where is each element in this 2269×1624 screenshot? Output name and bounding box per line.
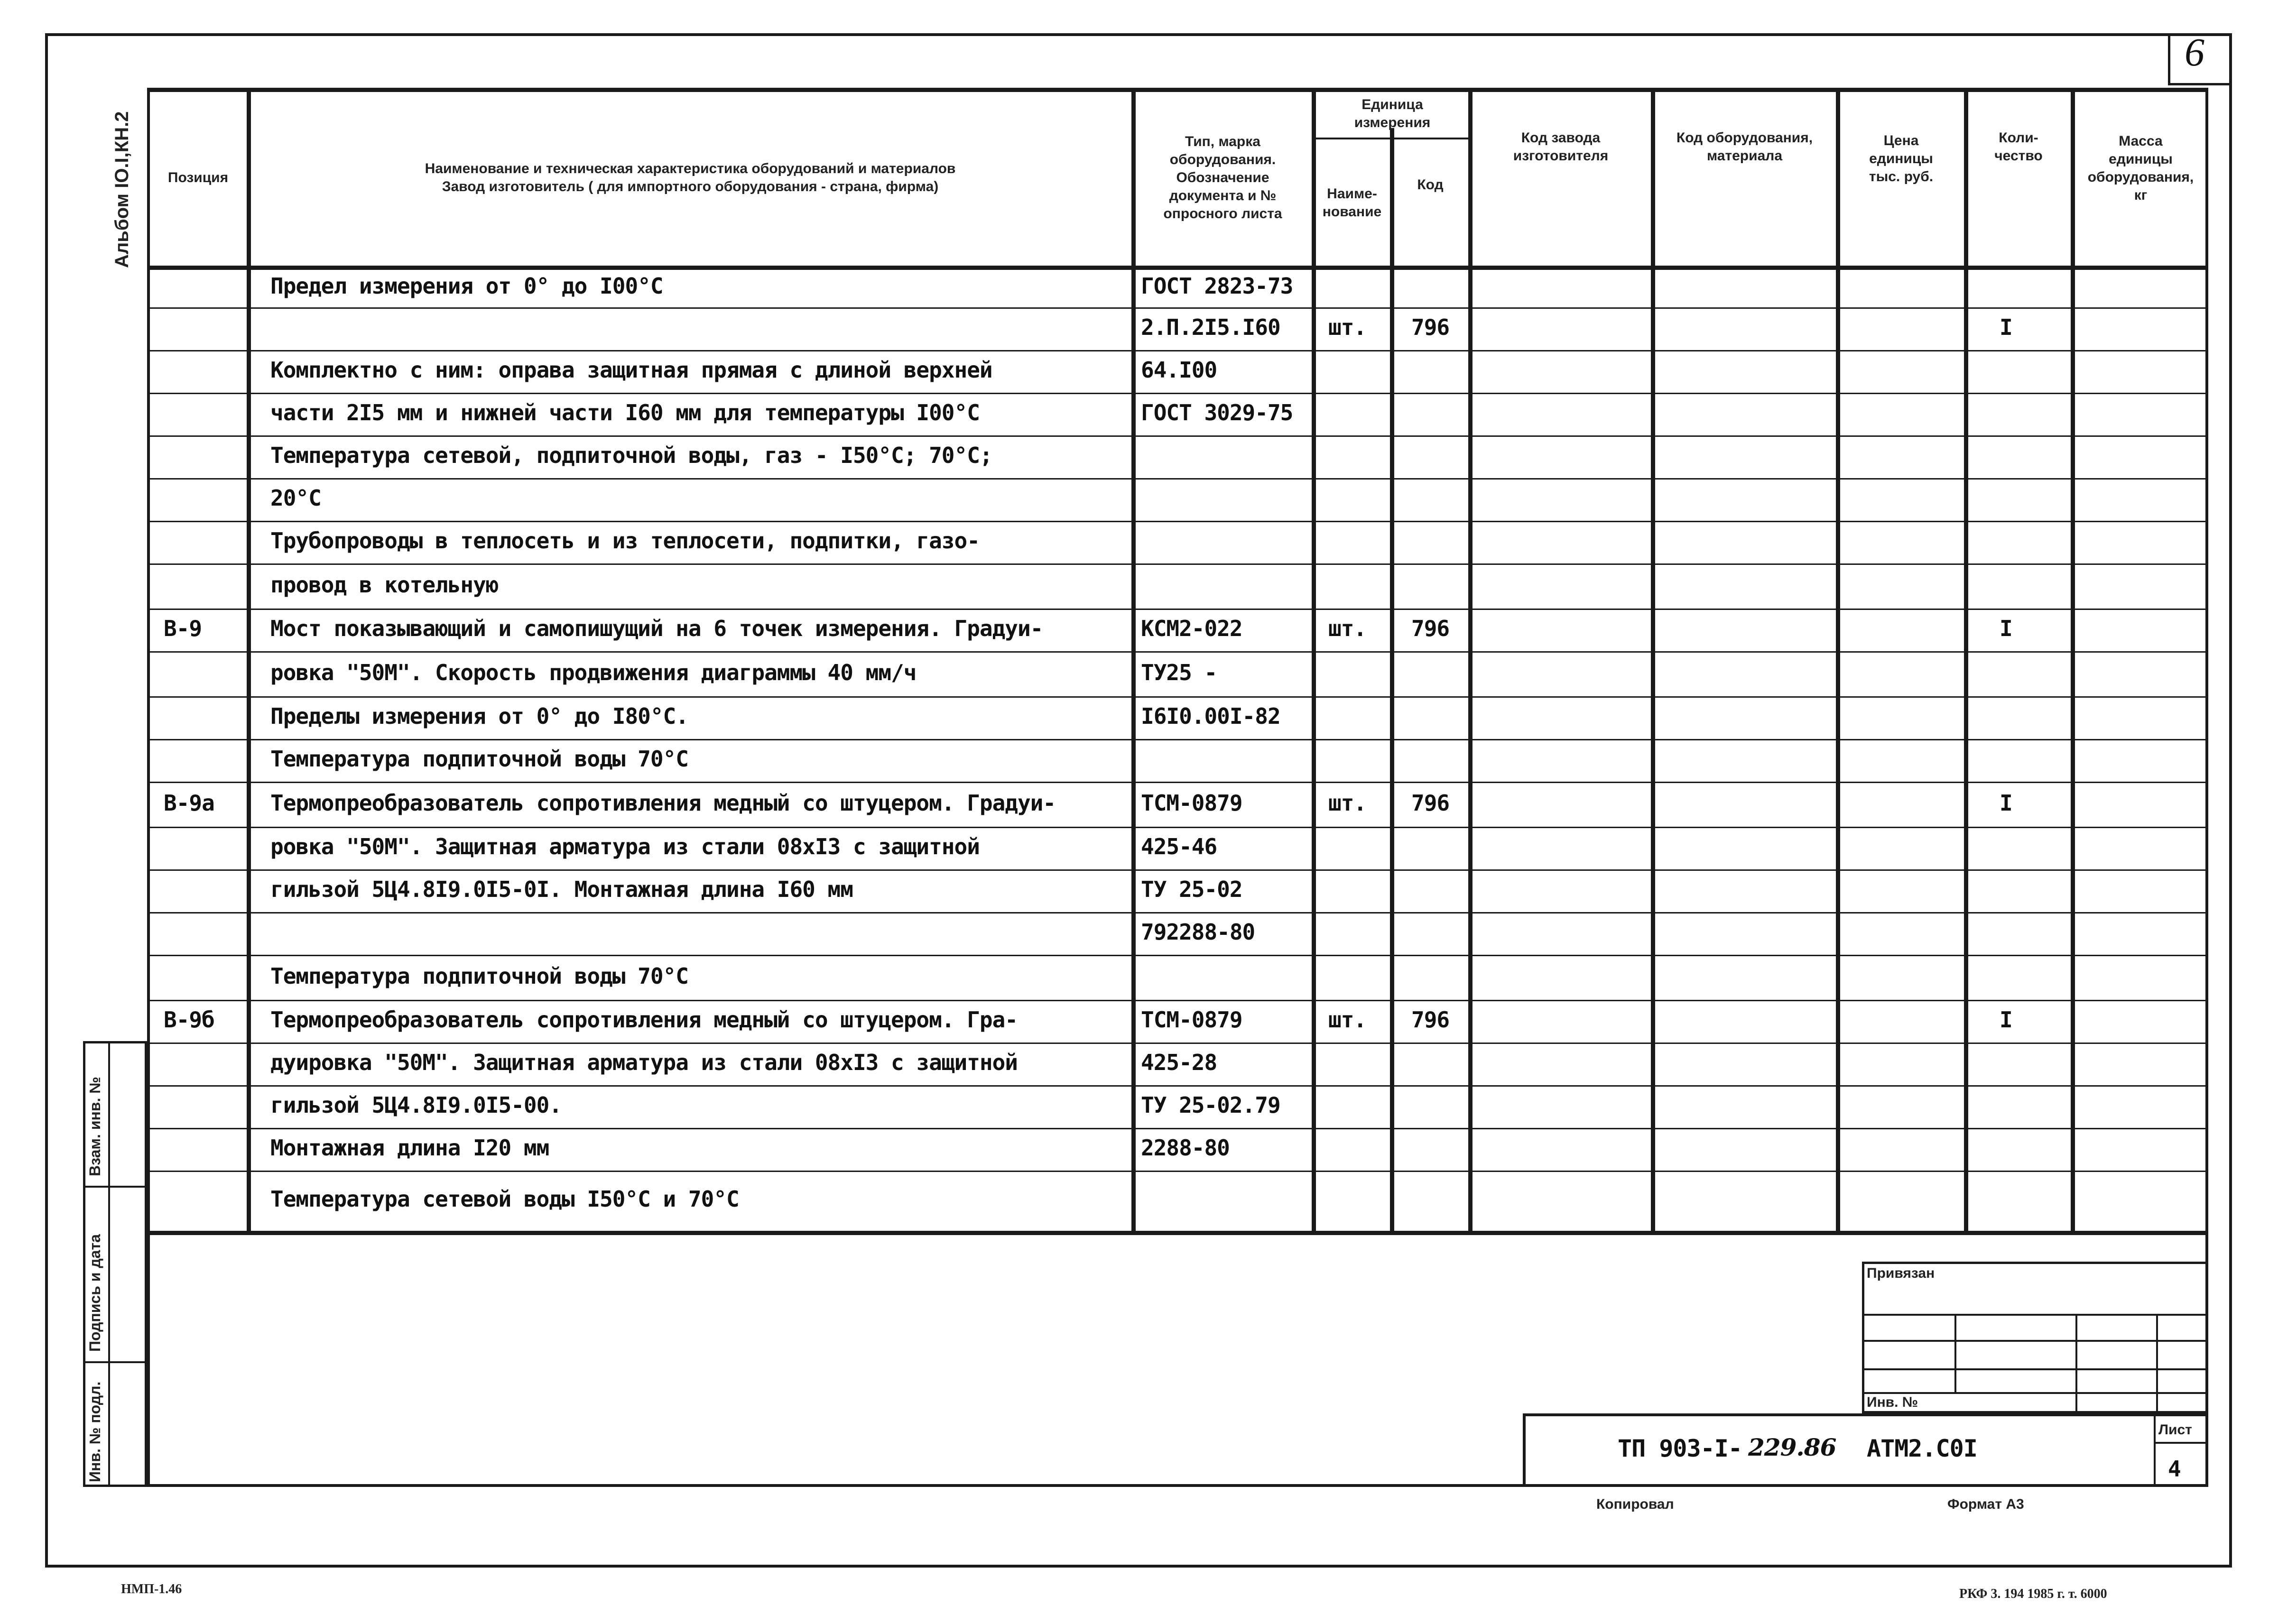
row-code: 796	[1411, 1007, 1450, 1033]
row-qty: I	[2000, 1007, 2012, 1033]
hdr-price: Цена единицы тыс. руб.	[1869, 133, 1934, 185]
row-separator	[147, 350, 2208, 351]
row-qty: I	[2000, 790, 2012, 816]
row-type: 792288-80	[1141, 919, 1255, 945]
title-block-list-line	[2154, 1442, 2208, 1444]
row-type: ТУ 25-02.79	[1141, 1092, 1280, 1118]
row-name: Температура подпиточной воды 70°С	[270, 963, 688, 989]
row-type: КСМ2-022	[1141, 616, 1242, 641]
hdr-name: Наименование и техническая характеристика оборудований и материалов Завод изготовитель ( для импортного оборудования - страна, фирма)	[425, 161, 956, 194]
row-name: Пределы измерения от 0° до I80°С.	[270, 703, 688, 729]
col-line-equip	[1836, 88, 1840, 1231]
row-qty: I	[2000, 314, 2012, 340]
hdr-qty: Коли- чество	[1994, 130, 2043, 164]
inv-no-label: Инв. №	[1867, 1394, 1918, 1410]
privyazan-col-2	[2075, 1314, 2077, 1413]
row-separator	[147, 478, 2208, 480]
doc-mark: АТМ2.С0I	[1867, 1435, 1977, 1462]
row-type: 425-46	[1141, 834, 1217, 859]
row-pos: В-9	[164, 616, 202, 641]
row-separator	[147, 1000, 2208, 1001]
row-name: провод в котельную	[270, 572, 499, 598]
hdr-equip-code: Код оборудования, материала	[1676, 130, 1813, 164]
sheet-number-top: 6	[2185, 30, 2204, 74]
row-name: Предел измерения от 0° до I00°С	[270, 273, 663, 299]
row-type: ГОСТ 3029-75	[1141, 400, 1293, 425]
footer-right-code: РКФ 3. 194 1985 г. т. 6000	[1959, 1587, 2107, 1601]
hdr-unit-group: Единица измерения	[1354, 97, 1431, 130]
row-separator	[147, 869, 2208, 871]
side-stamp-vzam: Взам. инв. №	[86, 1077, 103, 1176]
row-name: 20°С	[270, 485, 321, 511]
row-code: 796	[1411, 314, 1450, 340]
row-unit: шт.	[1328, 790, 1367, 816]
row-separator	[147, 827, 2208, 828]
album-label: Альбом IO.I,КН.2	[111, 111, 132, 268]
row-code: 796	[1411, 790, 1450, 816]
row-separator	[147, 651, 2208, 653]
hdr-unit-name: Наиме- нование	[1322, 185, 1382, 220]
row-name: Комплектно с ним: оправа защитная прямая с длиной верхней	[270, 357, 992, 383]
row-separator	[147, 435, 2208, 437]
row-pos: В-9а	[164, 790, 214, 816]
doc-code-handwritten: 229.86	[1748, 1433, 1836, 1461]
list-number: 4	[2168, 1456, 2181, 1482]
row-name: дуировка "50М". Защитная арматура из стали 08хI3 с защитной	[270, 1050, 1018, 1075]
row-type: ГОСТ 2823-73	[1141, 273, 1293, 299]
side-strip-sep-2	[83, 1361, 147, 1363]
row-name: гильзой 5Ц4.8I9.0I5-0I. Монтажная длина I60 мм	[270, 877, 853, 902]
row-unit: шт.	[1328, 314, 1367, 340]
row-name: Термопреобразователь сопротивления медный со штуцером. Гра-	[270, 1007, 1018, 1033]
row-code: 796	[1411, 616, 1450, 641]
side-stamp-podpis: Подпись и дата	[86, 1234, 103, 1352]
row-name: Монтажная длина I20 мм	[270, 1135, 549, 1161]
row-type: 2288-80	[1141, 1135, 1230, 1161]
row-separator	[147, 782, 2208, 783]
row-type: ТСМ-0879	[1141, 790, 1242, 816]
row-type: ТУ 25-02	[1141, 877, 1242, 902]
row-name: Температура сетевой воды I50°С и 70°С	[270, 1186, 739, 1212]
row-separator	[147, 521, 2208, 522]
row-unit: шт.	[1328, 1007, 1367, 1033]
hdr-mass: Масса единицы оборудования, кг	[2087, 133, 2194, 203]
kopiroval-label: Копировал	[1596, 1496, 1674, 1512]
row-separator	[147, 1171, 2208, 1172]
row-separator	[147, 1128, 2208, 1129]
list-label: Лист	[2158, 1422, 2192, 1438]
side-stamp-inv-podl: Инв. № подл.	[86, 1381, 103, 1482]
privyazan-col-1	[1954, 1314, 1956, 1392]
row-type: I6I0.00I-82	[1141, 703, 1280, 729]
row-type: ТУ25 -	[1141, 659, 1217, 685]
unit-group-line	[1312, 138, 1471, 139]
row-name: Мост показывающий и самопишущий на 6 точек измерения. Градуи-	[270, 616, 1043, 641]
header-bottom-line	[147, 266, 2208, 270]
hdr-position: Позиция	[167, 170, 229, 185]
row-type: 425-28	[1141, 1050, 1217, 1075]
privyazan-label: Привязан	[1867, 1265, 1935, 1281]
side-strip-sep-1	[83, 1186, 147, 1188]
row-unit: шт.	[1328, 616, 1367, 641]
row-name: части 2I5 мм и нижней части I60 мм для температуры I00°С	[270, 400, 980, 425]
privyazan-col-3	[2156, 1314, 2158, 1413]
row-separator	[147, 696, 2208, 698]
row-name: ровка "50М". Защитная арматура из стали 08хI3 с защитной	[270, 834, 980, 859]
col-line-unit-name	[1390, 128, 1394, 1231]
side-strip-divider	[108, 1041, 110, 1487]
row-separator	[147, 912, 2208, 914]
row-type: ТСМ-0879	[1141, 1007, 1242, 1033]
col-line-unit-code	[1468, 88, 1473, 1231]
row-qty: I	[2000, 616, 2012, 641]
hdr-unit-code: Код	[1417, 177, 1444, 193]
row-name: Термопреобразователь сопротивления медный со штуцером. Градуи-	[270, 790, 1056, 816]
row-pos: В-9б	[164, 1007, 214, 1033]
row-name: Температура сетевой, подпиточной воды, газ - I50°С; 70°С;	[270, 443, 992, 468]
doc-code: ТП 903-I-	[1618, 1435, 1742, 1462]
rows-bottom-line	[147, 1231, 2208, 1235]
footer-left-code: НМП-1.46	[121, 1582, 182, 1596]
row-separator	[147, 307, 2208, 309]
row-separator	[147, 739, 2208, 740]
row-name: Температура подпиточной воды 70°С	[270, 746, 688, 772]
row-separator	[147, 1085, 2208, 1087]
col-line-qty	[2071, 88, 2075, 1231]
row-name: Трубопроводы в теплосеть и из теплосети, подпитки, газо-	[270, 528, 980, 554]
col-line-price	[1964, 88, 1968, 1231]
row-type: 64.I00	[1141, 357, 1217, 383]
title-block-list-divider	[2154, 1413, 2156, 1487]
row-separator	[147, 563, 2208, 565]
row-separator	[147, 1043, 2208, 1044]
row-separator	[147, 393, 2208, 394]
row-name: гильзой 5Ц4.8I9.0I5-00.	[270, 1092, 562, 1118]
row-separator	[147, 955, 2208, 956]
hdr-type: Тип, марка оборудования. Обозначение документа и № опросного листа	[1163, 134, 1282, 221]
row-type: 2.П.2I5.I60	[1141, 314, 1280, 340]
row-name: ровка "50М". Скорость продвижения диаграммы 40 мм/ч	[270, 659, 917, 685]
row-separator	[147, 609, 2208, 610]
format-label: Формат А3	[1947, 1496, 2024, 1512]
hdr-maker-code: Код завода изготовителя	[1513, 130, 1609, 164]
col-line-maker	[1651, 88, 1655, 1231]
